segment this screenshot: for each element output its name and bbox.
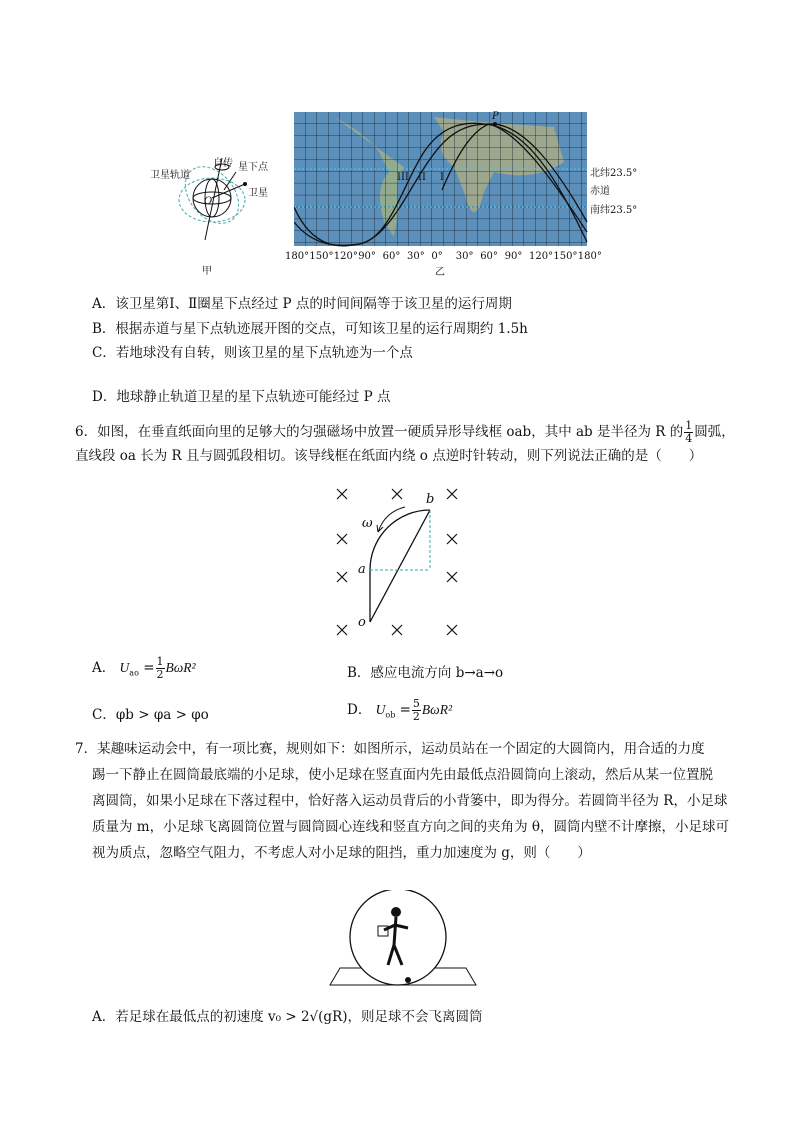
q5-option-b: B．根据赤道与星下点轨迹展开图的交点，可知该卫星的运行周期约 1.5h <box>92 321 528 337</box>
label-b: b <box>426 492 435 507</box>
label-orbit: 卫星轨道 <box>150 170 190 181</box>
q7-line3: 离圆筒，如果小足球在下落过程中，恰好落入运动员背后的小背篓中，即为得分。若圆筒半径为 R，小足球 <box>92 793 728 809</box>
q7-line2: 踢一下静止在圆筒最底端的小足球，使小足球在竖直面内先由最低点沿圆筒向上滚动，然后从某一位置脱 <box>92 767 713 783</box>
field-cross-mark <box>337 489 347 499</box>
q7-line1: 7．某趣味运动会中，有一项比赛，规则如下：如图所示，运动员站在一个固定的大圆筒内，用合适的力度 <box>75 741 705 757</box>
label-satellite: 卫星 <box>248 188 268 199</box>
var-sub: ob <box>385 710 396 720</box>
x-tick: 60° <box>382 251 401 262</box>
figure-magnetic-field-loop <box>330 482 465 642</box>
label-point-p: P <box>492 111 499 122</box>
x-tick: 120° <box>529 251 554 262</box>
opt-prefix: A． <box>92 660 116 676</box>
x-tick: 180° <box>285 251 310 262</box>
opt-prefix: D． <box>347 702 372 718</box>
field-cross-mark <box>337 534 347 544</box>
var-u: U <box>119 660 130 675</box>
den: 2 <box>156 668 164 681</box>
field-cross-mark <box>337 572 347 582</box>
track-label-3: III <box>397 172 409 183</box>
label-center: O <box>204 196 213 207</box>
fraction <box>156 656 165 681</box>
x-axis-ticks <box>285 251 605 263</box>
label-a: a <box>358 562 366 577</box>
x-tick: 120° <box>333 251 358 262</box>
field-cross-mark <box>447 534 457 544</box>
expr: BωR² <box>421 702 452 717</box>
lat-label-equator: 赤道 <box>590 186 610 197</box>
x-tick: 150° <box>309 251 334 262</box>
frac-num: 1 <box>685 419 693 432</box>
caption-jia: 甲 <box>202 266 212 277</box>
frac-den: 4 <box>685 432 693 445</box>
q5-option-c: C．若地球没有自转，则该卫星的星下点轨迹为一个点 <box>92 345 413 361</box>
q6-option-d <box>347 698 452 723</box>
label-omega: ω <box>362 516 373 531</box>
q5-option-d: D．地球静止轨道卫星的星下点轨迹可能经过 P 点 <box>92 389 391 405</box>
q6-stem-text: 6．如图，在垂直纸面向里的足够大的匀强磁场中放置一硬质异形导线框 oab，其中 ab 是半径为 R 的 <box>75 424 684 440</box>
label-subpoint: 星下点 <box>238 162 268 173</box>
eq: = <box>143 660 155 676</box>
field-cross-mark <box>337 625 347 635</box>
loop-diagram <box>330 482 465 642</box>
num: 5 <box>412 697 420 710</box>
field-cross-mark <box>392 489 402 499</box>
figure-ground-track-map <box>285 110 638 278</box>
label-o: o <box>358 615 366 630</box>
field-cross-mark <box>447 625 457 635</box>
world-map <box>294 112 624 247</box>
var-u: U <box>375 702 386 717</box>
track-label-1: I <box>440 172 444 183</box>
q7-option-a: A．若足球在最低点的初速度 v₀ > 2√(gR)，则足球不会飞离圆筒 <box>92 1009 483 1025</box>
field-cross-mark <box>447 572 457 582</box>
x-tick: 90° <box>358 251 376 262</box>
figure-satellite-orbit <box>150 150 270 275</box>
x-tick: 150° <box>553 251 578 262</box>
lat-label-south: 南纬23.5° <box>590 205 638 216</box>
fraction <box>412 698 421 723</box>
cylinder-diagram <box>318 890 478 990</box>
field-cross-mark <box>447 489 457 499</box>
x-tick: 30° <box>455 251 474 262</box>
caption-yi: 乙 <box>435 267 445 278</box>
num: 1 <box>156 655 164 668</box>
den: 2 <box>412 710 420 723</box>
x-tick: 60° <box>480 251 498 262</box>
q7-line4: 质量为 m，小足球飞离圆筒位置与圆筒圆心连线和竖直方向之间的夹角为 θ，圆筒内壁不计摩擦，小足球可 <box>92 819 730 835</box>
q6-stem-line1 <box>75 420 735 445</box>
label-rotation: 自传 <box>213 158 233 169</box>
q5-option-a: A．该卫星第Ⅰ、Ⅱ圈星下点经过 P 点的时间间隔等于该卫星的运行周期 <box>92 296 512 312</box>
x-tick: 0° <box>431 251 443 262</box>
var-sub: ao <box>129 668 139 678</box>
x-tick: 30° <box>407 251 425 262</box>
x-tick: 90° <box>504 251 523 262</box>
field-cross-mark <box>392 625 402 635</box>
fraction-quarter <box>684 420 693 445</box>
track-label-2: II <box>418 172 426 183</box>
eq: = <box>399 702 411 718</box>
lat-label-north: 北纬23.5° <box>590 168 638 179</box>
x-tick: 180° <box>577 251 602 262</box>
q6-stem-text-end: 圆弧， <box>694 424 735 440</box>
q6-option-c: C．φb > φa > φo <box>92 707 209 723</box>
q6-stem-line2: 直线段 oa 长为 R 且与圆弧段相切。该导线框在纸面内绕 o 点逆时针转动，则下列说法正确的是（ ） <box>75 448 703 464</box>
q6-option-b: B．感应电流方向 b→a→o <box>347 665 504 681</box>
figure-cylinder-athlete <box>318 890 478 990</box>
q6-option-a <box>92 656 196 681</box>
q7-line5: 视为质点，忽略空气阻力，不考虑人对小足球的阻挡，重力加速度为 g，则（ ） <box>92 845 591 861</box>
expr: BωR² <box>165 660 196 675</box>
